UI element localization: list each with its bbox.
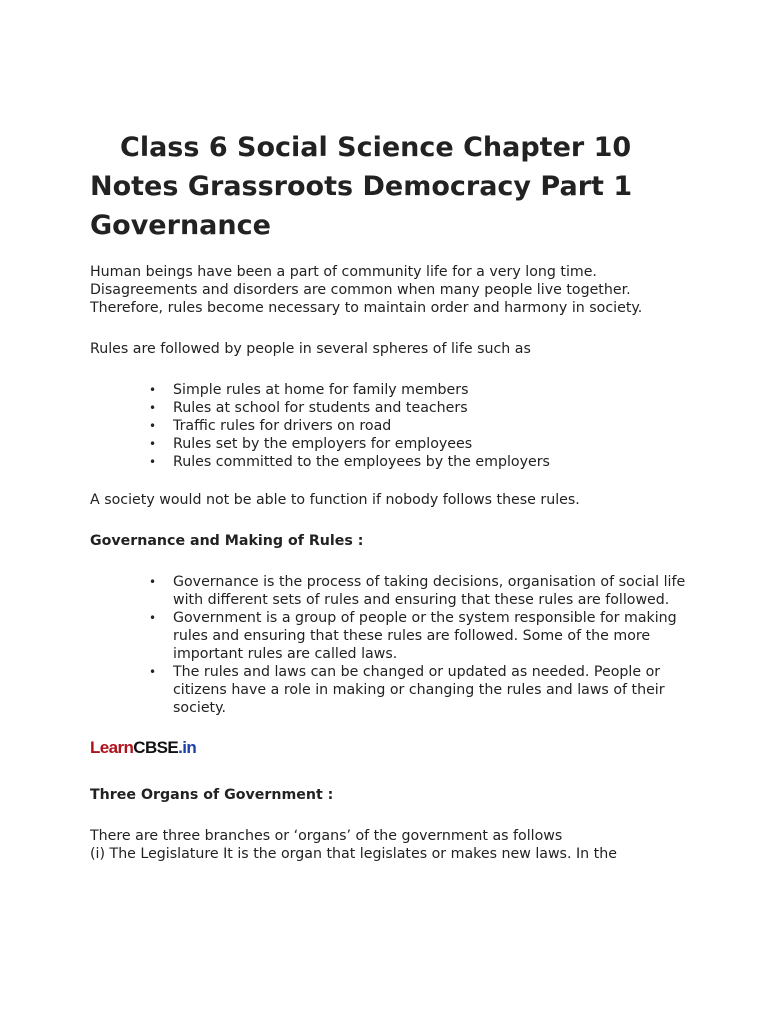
list-item-text: Traffic rules for drivers on road	[173, 418, 392, 434]
list-item	[149, 417, 690, 435]
governance-heading: Governance and Making of Rules :	[90, 533, 364, 549]
bullet-icon: •	[149, 611, 157, 625]
bullet-icon: •	[149, 437, 157, 451]
list-item-text: Rules at school for students and teachers	[173, 400, 468, 416]
bullet-icon: •	[149, 575, 157, 589]
list-item	[149, 399, 690, 417]
logo-dot-text: .	[178, 738, 183, 757]
list-item-text: Government is a group of people or the system responsible for making rules and ensuring that these rules are followed. Some of the more important rules are called laws.	[173, 610, 677, 662]
list-item	[149, 573, 690, 609]
list-item	[149, 453, 690, 471]
list-item	[149, 435, 690, 453]
list-item	[149, 609, 690, 663]
organs-intro-paragraph: There are three branches or ‘organs’ of the government as follows	[90, 828, 563, 844]
list-item-text: Simple rules at home for family members	[173, 382, 469, 398]
list-item	[149, 663, 690, 717]
bullet-icon: •	[149, 665, 157, 679]
list-item	[149, 381, 690, 399]
logo-cbse-text: CBSE	[133, 738, 179, 757]
bullet-icon: •	[149, 419, 157, 433]
rules-list	[90, 381, 690, 471]
bullet-icon: •	[149, 455, 157, 469]
document-page	[90, 128, 690, 863]
rules-intro-paragraph: Rules are followed by people in several spheres of life such as	[90, 341, 531, 357]
learncbse-logo	[90, 737, 690, 759]
list-item-text: Rules set by the employers for employees	[173, 436, 473, 452]
page-title	[90, 128, 690, 245]
society-note-paragraph: A society would not be able to function if nobody follows these rules.	[90, 492, 580, 508]
logo-learn-text: Learn	[90, 738, 134, 757]
intro-paragraph: Human beings have been a part of community life for a very long time. Disagreements and disorders are common when many people live together. Therefore, rules become necessary to maintain order and harmony in society.	[90, 264, 643, 316]
logo-tld-text: in	[182, 738, 197, 757]
page-title-text: Class 6 Social Science Chapter 10 Notes Grassroots Democracy Part 1 Governance	[90, 132, 633, 241]
list-item-text: The rules and laws can be changed or updated as needed. People or citizens have a role in making or changing the rules and laws of their society.	[173, 664, 665, 716]
legislature-paragraph: (i) The Legislature It is the organ that legislates or makes new laws. In the	[90, 846, 617, 862]
bullet-icon: •	[149, 401, 157, 415]
list-item-text: Rules committed to the employees by the employers	[173, 454, 550, 470]
list-item-text: Governance is the process of taking decisions, organisation of social life with different sets of rules and ensuring that these rules are followed.	[173, 574, 686, 608]
bullet-icon: •	[149, 383, 157, 397]
governance-list	[90, 573, 690, 717]
organs-heading: Three Organs of Government :	[90, 787, 334, 803]
